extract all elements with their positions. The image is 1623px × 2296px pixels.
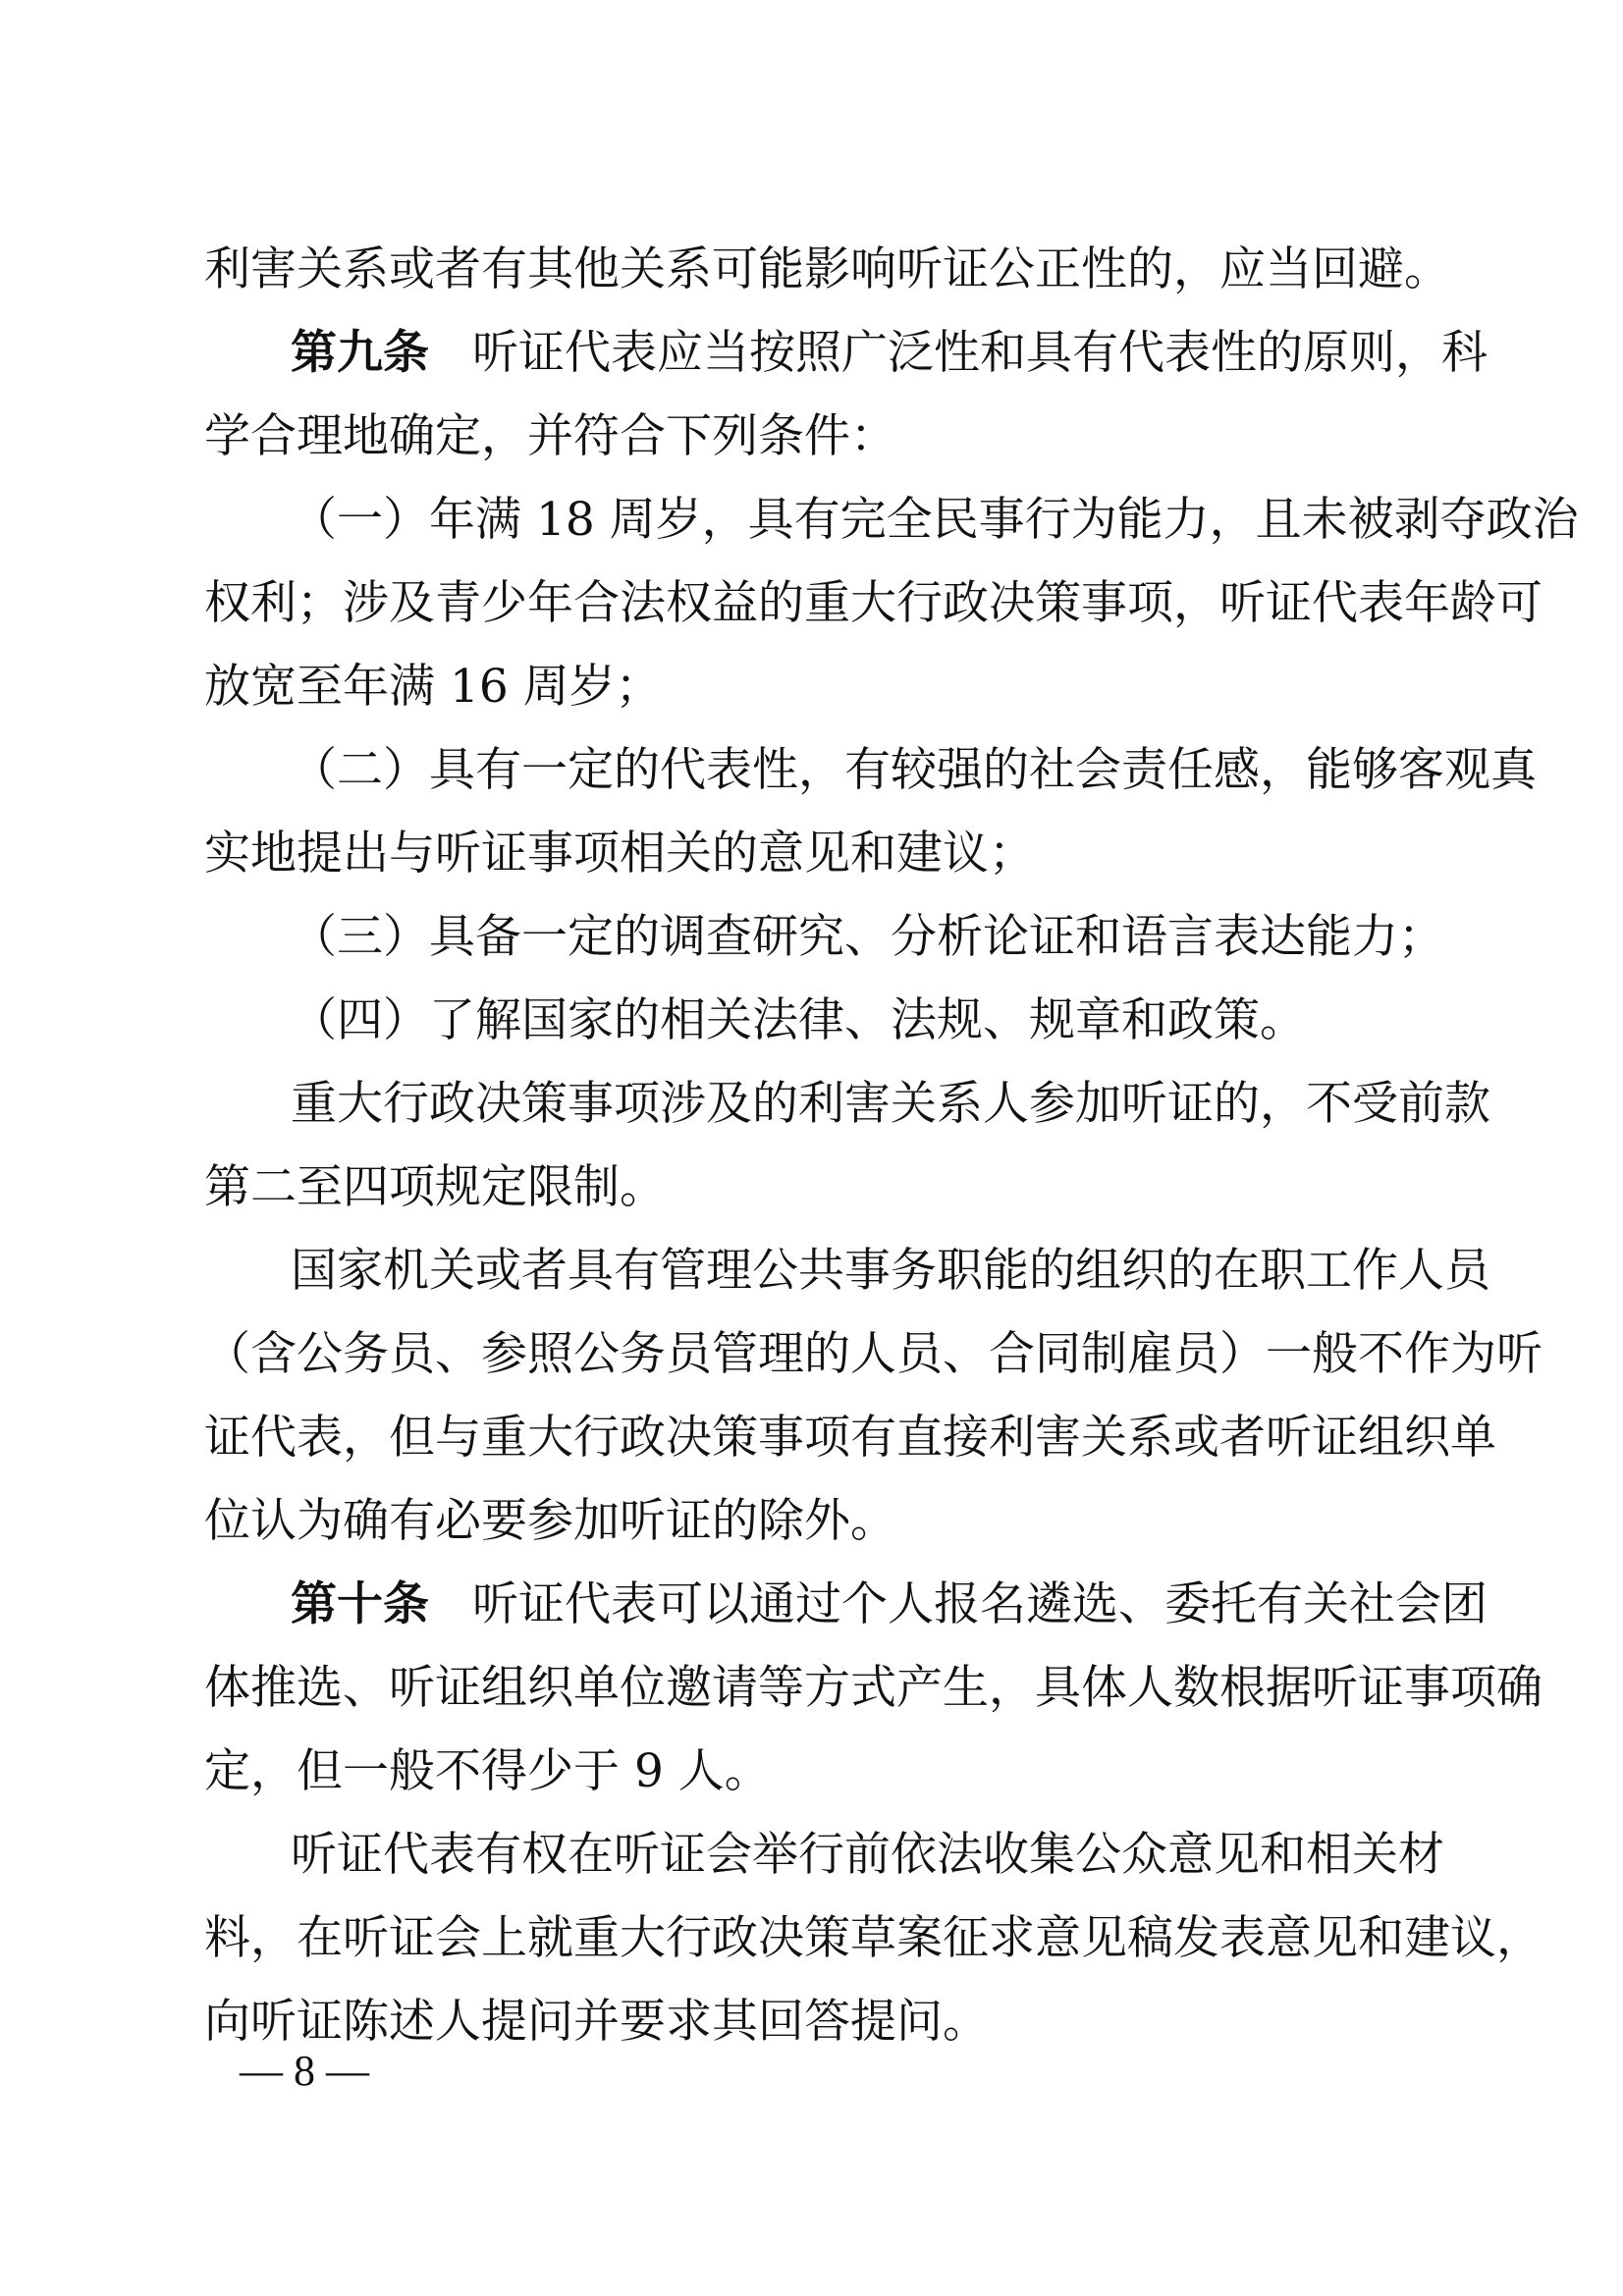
paragraph-line: 定，但一般不得少于 9 人。 <box>204 1744 771 1798</box>
paragraph-line: （四）了解国家的相关法律、法规、规章和政策。 <box>291 993 1306 1047</box>
paragraph-line: （一）年满 18 周岁，具有完全民事行为能力，且未被剥夺政治 <box>291 493 1579 547</box>
paragraph-line: 料，在听证会上就重大行政决策草案征求意见稿发表意见和建议， <box>204 1911 1542 1965</box>
paragraph-line: 放宽至年满 16 周岁； <box>204 660 662 714</box>
paragraph-line: （三）具备一定的调查研究、分析论证和语言表达能力； <box>291 910 1444 964</box>
paragraph-line: （含公务员、参照公务员管理的人员、合同制雇员）一般不作为听 <box>204 1327 1542 1381</box>
paragraph-line: 听证代表有权在听证会举行前依法收集公众意见和相关材 <box>291 1828 1444 1882</box>
article-title: 第十条 <box>291 1577 429 1631</box>
paragraph-line: 学合理地确定，并符合下列条件： <box>204 409 896 463</box>
paragraph-line: 位认为确有必要参加听证的除外。 <box>204 1494 896 1548</box>
paragraph-line: 利害关系或者有其他关系可能影响听证公正性的，应当回避。 <box>204 242 1450 296</box>
paragraph-line: 证代表，但与重大行政决策事项有直接利害关系或者听证组织单 <box>204 1411 1496 1465</box>
paragraph-line: 向听证陈述人提问并要求其回答提问。 <box>204 1995 989 2049</box>
paragraph-line: 第九条 听证代表应当按照广泛性和具有代表性的原则，科 <box>291 326 1488 380</box>
paragraph-line: （二）具有一定的代表性，有较强的社会责任感，能够客观真 <box>291 743 1537 797</box>
paragraph-line: 体推选、听证组织单位邀请等方式产生，具体人数根据听证事项确 <box>204 1661 1542 1715</box>
page-number: — 8 — <box>240 2047 369 2095</box>
paragraph-line: 实地提出与听证事项相关的意见和建议； <box>204 827 1035 881</box>
paragraph-line: 国家机关或者具有管理公共事务职能的组织的在职工作人员 <box>291 1244 1490 1298</box>
paragraph-line: 权利；涉及青少年合法权益的重大行政决策事项，听证代表年龄可 <box>204 576 1542 630</box>
article-title: 第九条 <box>291 326 429 380</box>
paragraph-line: 第十条 听证代表可以通过个人报名遴选、委托有关社会团 <box>291 1577 1488 1631</box>
paragraph-line: 重大行政决策事项涉及的利害关系人参加听证的，不受前款 <box>291 1077 1490 1131</box>
paragraph-line: 第二至四项规定限制。 <box>204 1160 666 1214</box>
